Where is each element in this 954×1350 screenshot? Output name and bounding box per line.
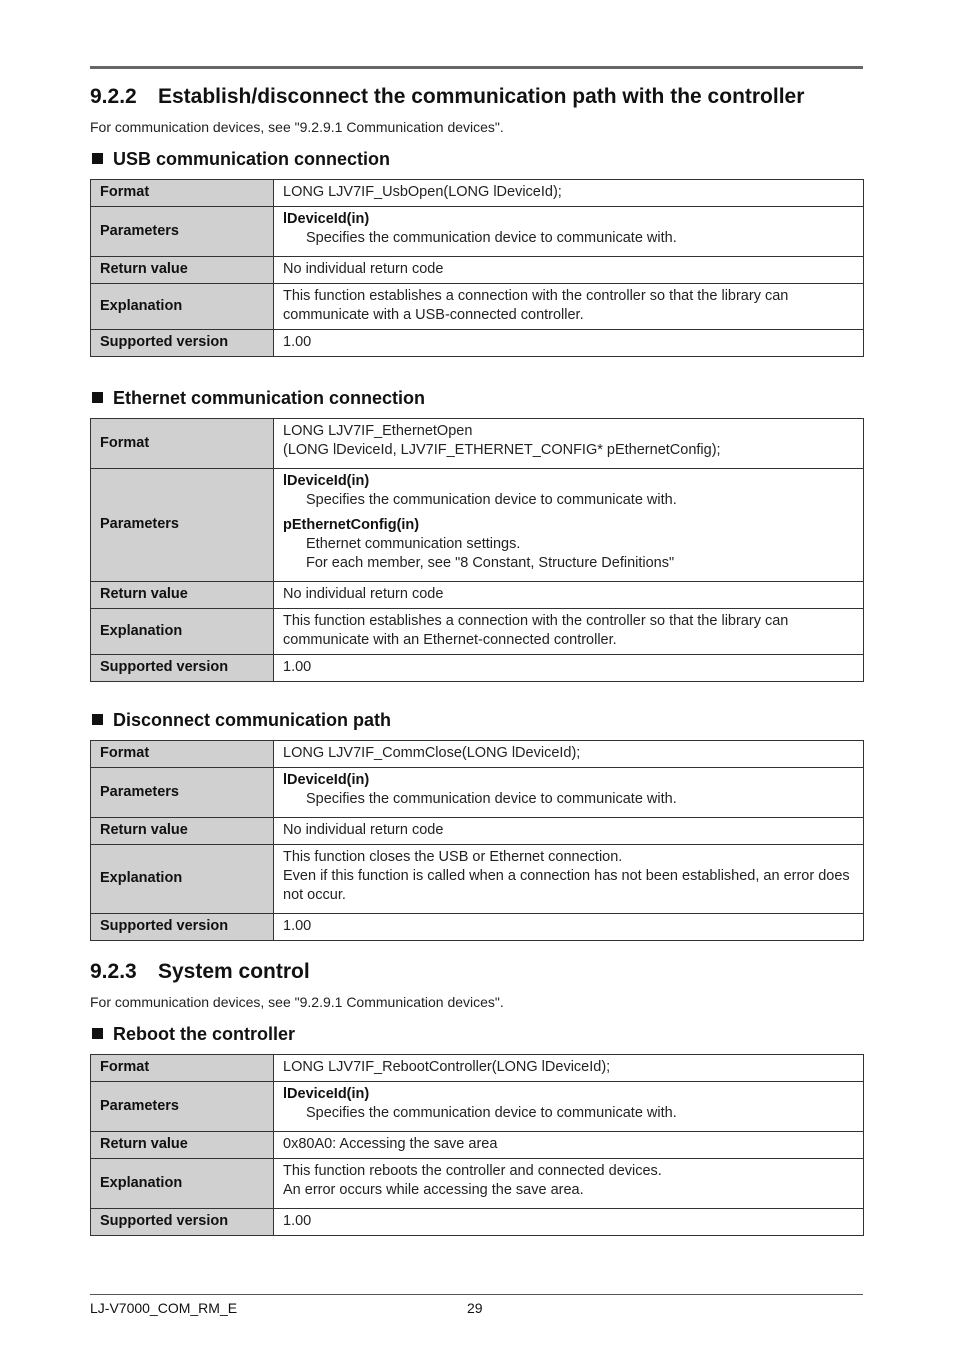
format-label: Format [91,741,274,768]
explanation-label: Explanation [91,609,274,655]
subheading-text: Reboot the controller [113,1024,296,1044]
return-label: Return value [91,1132,274,1159]
table-row [91,180,864,207]
section-heading-9-2-3 [90,960,310,984]
format-line: (LONG lDeviceId, LJV7IF_ETHERNET_CONFIG* pEthernetConfig); [283,442,721,458]
param-name: lDeviceId(in) [283,211,370,227]
parameters-label: Parameters [91,1082,274,1132]
table-row [91,1159,864,1209]
format-line: LONG LJV7IF_EthernetOpen [283,423,473,439]
version-value: 1.00 [274,1209,864,1236]
param-desc: For each member, see "8 Constant, Structure Definitions" [306,555,675,571]
table-row [91,419,864,469]
section-number: 9.2.2 [90,85,137,108]
table-row [91,914,864,941]
format-value [274,419,864,469]
parameters-label: Parameters [91,768,274,818]
param-desc: Specifies the communication device to communicate with. [306,1105,677,1121]
explanation-value: This function establishes a connection with the controller so that the library can communicate with an Ethernet-connected controller. [274,609,864,655]
return-label: Return value [91,818,274,845]
footer-doc-id: LJ-V7000_COM_RM_E [90,1300,238,1316]
explanation-line: An error occurs while accessing the save area. [283,1182,584,1198]
parameters-label: Parameters [91,469,274,582]
version-value: 1.00 [274,655,864,682]
footer-page-number: 29 [467,1300,483,1316]
section-title: System control [158,960,310,983]
explanation-value: This function establishes a connection with the controller so that the library can communicate with a USB-connected controller. [274,284,864,330]
disconnect-spec-table [90,740,864,941]
explanation-label: Explanation [91,845,274,914]
table-row [91,741,864,768]
parameters-value [274,207,864,257]
format-value: LONG LJV7IF_UsbOpen(LONG lDeviceId); [274,180,864,207]
version-value: 1.00 [274,914,864,941]
explanation-label: Explanation [91,1159,274,1209]
explanation-value [274,1159,864,1209]
table-row [91,1055,864,1082]
table-row [91,655,864,682]
return-value: No individual return code [274,818,864,845]
param-desc: Specifies the communication device to communicate with. [306,492,677,508]
table-row [91,1209,864,1236]
bullet-square-icon [92,392,103,403]
format-label: Format [91,180,274,207]
param-name: lDeviceId(in) [283,772,370,788]
subheading-text: USB communication connection [113,149,391,169]
subheading-text: Disconnect communication path [113,710,392,730]
param-desc: Specifies the communication device to communicate with. [306,230,677,246]
table-row [91,582,864,609]
param-name: lDeviceId(in) [283,1086,370,1102]
subheading-usb [92,149,390,170]
footer-rule [90,1294,863,1295]
version-value: 1.00 [274,330,864,357]
param-name: pEthernetConfig(in) [283,517,420,533]
return-value: No individual return code [274,257,864,284]
return-label: Return value [91,257,274,284]
table-row [91,469,864,582]
format-value: LONG LJV7IF_RebootController(LONG lDeviceId); [274,1055,864,1082]
table-row [91,1132,864,1159]
bullet-square-icon [92,1028,103,1039]
section-intro: For communication devices, see "9.2.9.1 Communication devices". [90,994,504,1010]
param-desc: Specifies the communication device to communicate with. [306,791,677,807]
table-row [91,768,864,818]
version-label: Supported version [91,1209,274,1236]
version-label: Supported version [91,655,274,682]
subheading-ethernet [92,388,425,409]
usb-spec-table [90,179,864,357]
section-title: Establish/disconnect the communication path with the controller [158,85,805,108]
bullet-square-icon [92,153,103,164]
return-label: Return value [91,582,274,609]
ethernet-spec-table [90,418,864,682]
section-intro: For communication devices, see "9.2.9.1 Communication devices". [90,119,504,135]
table-row [91,284,864,330]
explanation-line: This function closes the USB or Ethernet connection. [283,849,623,865]
parameters-value [274,469,864,582]
section-number: 9.2.3 [90,960,137,983]
explanation-line: Even if this function is called when a connection has not been established, an error does not occur. [283,868,850,903]
format-value: LONG LJV7IF_CommClose(LONG lDeviceId); [274,741,864,768]
table-row [91,1082,864,1132]
top-rule [90,66,863,69]
return-value: 0x80A0: Accessing the save area [274,1132,864,1159]
subheading-disconnect [92,710,391,731]
explanation-line: This function reboots the controller and connected devices. [283,1163,662,1179]
parameters-value [274,1082,864,1132]
bullet-square-icon [92,714,103,725]
parameters-label: Parameters [91,207,274,257]
table-row [91,257,864,284]
table-row [91,330,864,357]
param-desc: Ethernet communication settings. [306,536,521,552]
subheading-text: Ethernet communication connection [113,388,426,408]
explanation-label: Explanation [91,284,274,330]
parameters-value [274,768,864,818]
explanation-value [274,845,864,914]
param-name: lDeviceId(in) [283,473,370,489]
version-label: Supported version [91,914,274,941]
subheading-reboot [92,1024,295,1045]
format-label: Format [91,419,274,469]
return-value: No individual return code [274,582,864,609]
table-row [91,207,864,257]
table-row [91,818,864,845]
reboot-spec-table [90,1054,864,1236]
table-row [91,845,864,914]
section-heading-9-2-2 [90,85,804,109]
format-label: Format [91,1055,274,1082]
version-label: Supported version [91,330,274,357]
table-row [91,609,864,655]
